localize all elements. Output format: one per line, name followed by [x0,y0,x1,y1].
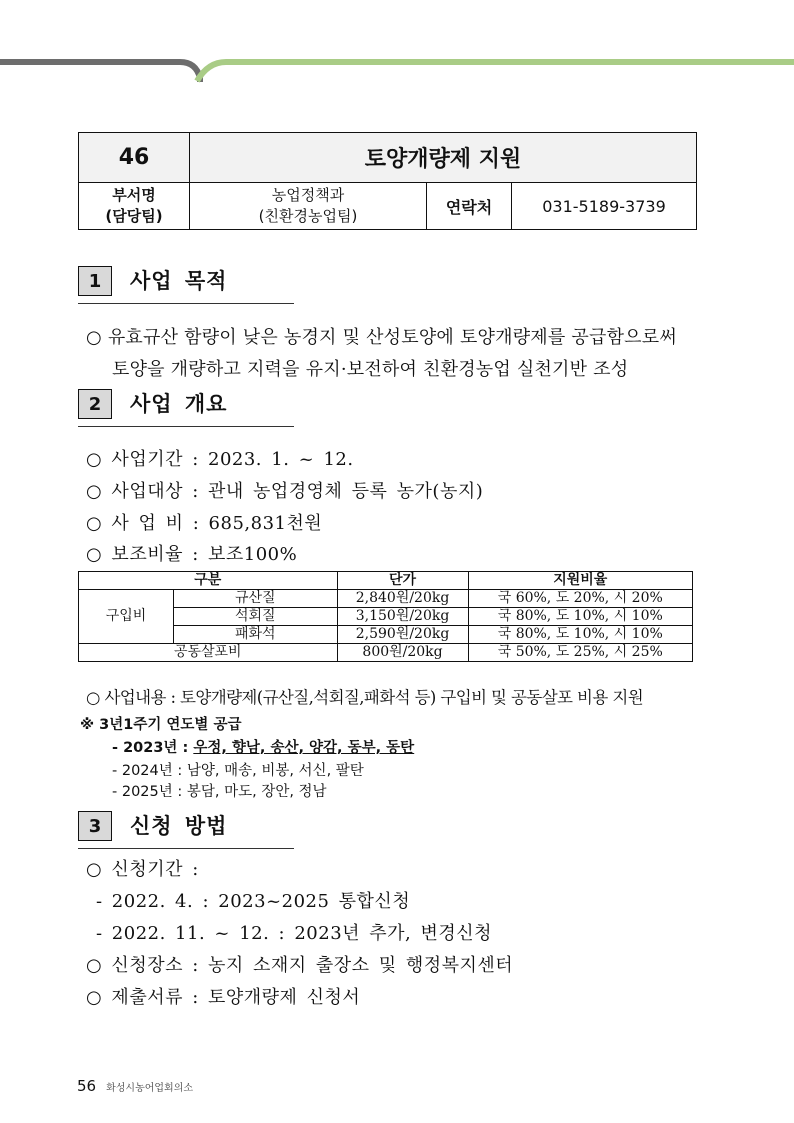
apply-period: ○ 신청기간 : [86,859,199,880]
table-header-row [79,572,693,590]
col-header-category: 구분 [79,572,338,590]
cycle-2024: - 2024년 : 남양, 매송, 비봉, 서신, 팔탄 [112,763,364,779]
cycle-2025: - 2025년 : 봉담, 마도, 장안, 정남 [112,784,327,800]
overview-period: ○ 사업기간 : 2023. 1. ~ 12. [86,449,354,470]
group-label: 구입비 [79,590,174,644]
col-header-price: 단가 [337,572,468,590]
row-ratio: 국 80%, 도 10%, 시 10% [468,626,692,644]
table-row [79,644,693,662]
overview-content: ○ 사업내용 : 토양개량제(규산질,석회질,패화석 등) 구입비 및 공동살포 비용 지원 [86,688,644,707]
overview-ratio: ○ 보조비율 : 보조100% [86,544,298,565]
contact-label: 연락처 [427,183,512,230]
apply-period-sub-2: - 2022. 11. ~ 12. : 2023년 추가, 변경신청 [96,923,493,944]
contact-phone: 031-5189-3739 [512,183,697,230]
row-item: 석회질 [174,608,338,626]
apply-period-sub-1: - 2022. 4. : 2023~2025 통합신청 [96,891,411,912]
dept-value: 농업정책과 (친환경농업팀) [190,183,427,230]
row-price: 2,590원/20kg [337,626,468,644]
row-price: 2,840원/20kg [337,590,468,608]
section-number: 2 [78,389,112,419]
table-row [79,590,693,608]
row-item: 공동살포비 [79,644,338,662]
purpose-line-2: 토양을 개량하고 지력을 유지·보전하여 친환경농업 실천기반 조성 [112,359,629,380]
program-number: 46 [79,133,190,183]
support-cost-table [78,571,693,662]
page-number: 56 [77,1077,97,1095]
cycle-2023-towns: 우정, 향남, 송산, 양감, 동부, 동탄 [193,740,415,756]
section-number: 3 [78,811,112,841]
overview-budget: ○ 사 업 비 : 685,831천원 [86,513,323,534]
apply-docs: ○ 제출서류 : 토양개량제 신청서 [86,987,361,1008]
overview-target: ○ 사업대상 : 관내 농업경영체 등록 농가(농지) [86,481,484,502]
row-ratio: 국 60%, 도 20%, 시 20% [468,590,692,608]
cycle-title: ※ 3년1주기 연도별 공급 [80,717,242,733]
col-header-ratio: 지원비율 [468,572,692,590]
program-title: 토양개량제 지원 [190,133,697,183]
section-title: 사업 목적 [130,269,228,293]
section-number: 1 [78,266,112,296]
row-ratio: 국 80%, 도 10%, 시 10% [468,608,692,626]
page-footer [77,1077,193,1095]
section-header-apply [78,810,294,849]
row-price: 800원/20kg [337,644,468,662]
purpose-line-1: ○ 유효규산 함량이 낮은 농경지 및 산성토양에 토양개량제를 공급함으로써 [86,327,677,348]
header-decoration [0,0,794,90]
row-ratio: 국 50%, 도 25%, 시 25% [468,644,692,662]
section-title: 신청 방법 [130,814,228,838]
row-item: 규산질 [174,590,338,608]
footer-org: 화성시농어업회의소 [106,1083,194,1094]
cycle-2023: - 2023년 : 우정, 향남, 송산, 양감, 동부, 동탄 [112,740,415,756]
apply-place: ○ 신청장소 : 농지 소재지 출장소 및 행정복지센터 [86,955,514,976]
row-item: 패화석 [174,626,338,644]
row-price: 3,150원/20kg [337,608,468,626]
section-header-purpose [78,265,294,304]
dept-label: 부서명 (담당팀) [79,183,190,230]
section-title: 사업 개요 [130,392,228,416]
section-header-overview [78,388,294,427]
program-info-table [78,132,697,230]
